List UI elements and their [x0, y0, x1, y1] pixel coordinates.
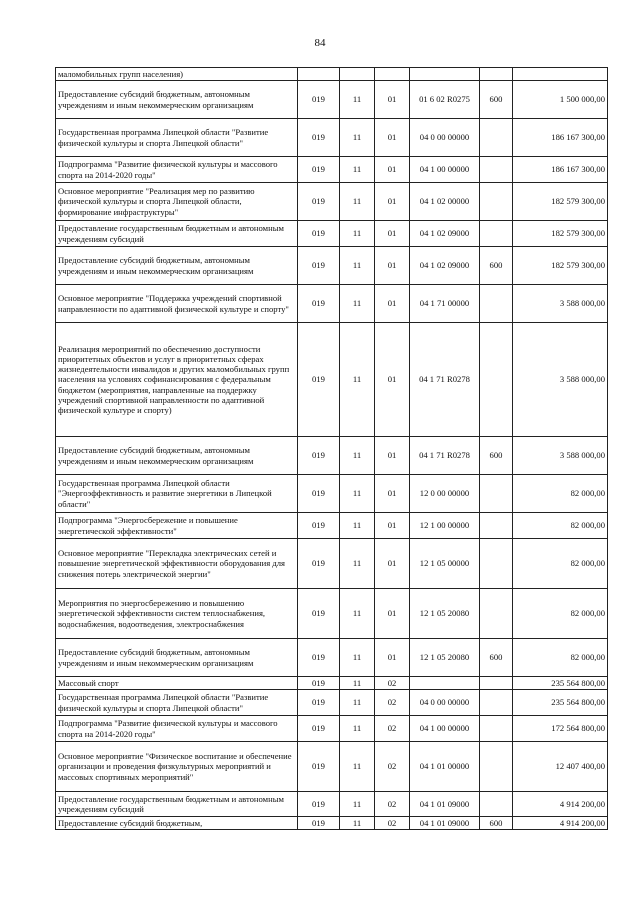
expense-type-cell [480, 68, 513, 81]
table-row [56, 639, 608, 677]
page-number: 84 [314, 37, 326, 49]
expense-type-cell [480, 792, 513, 817]
expense-type-cell: 600 [480, 639, 513, 677]
subsection-code-cell: 02 [375, 677, 410, 690]
grbs-code-cell: 019 [298, 539, 340, 589]
target-article-cell: 12 1 00 00000 [410, 513, 480, 539]
amount-cell: 82 000,00 [513, 539, 608, 589]
expense-type-cell [480, 221, 513, 247]
target-article-cell [410, 677, 480, 690]
target-article-cell: 04 1 02 09000 [410, 221, 480, 247]
target-article-cell: 04 1 00 00000 [410, 157, 480, 183]
amount-cell: 4 914 200,00 [513, 817, 608, 830]
section-code-cell: 11 [340, 437, 375, 475]
expense-type-cell [480, 539, 513, 589]
target-article-cell: 04 1 71 R0278 [410, 437, 480, 475]
target-article-cell: 01 6 02 R0275 [410, 81, 480, 119]
row-name-cell: Предоставление государственным бюджетным и автономным учреждениям субсидий [56, 792, 298, 817]
subsection-code-cell: 01 [375, 437, 410, 475]
section-code-cell: 11 [340, 221, 375, 247]
table-row [56, 68, 608, 81]
section-code-cell: 11 [340, 690, 375, 716]
target-article-cell: 04 1 71 00000 [410, 285, 480, 323]
subsection-code-cell: 02 [375, 716, 410, 742]
row-name-cell: Предоставление субсидий бюджетным, автономным учреждениям и иным некоммерческим организациям [56, 639, 298, 677]
row-name-cell: Предоставление субсидий бюджетным, автономным учреждениям и иным некоммерческим организациям [56, 247, 298, 285]
table-row [56, 589, 608, 639]
section-code-cell: 11 [340, 792, 375, 817]
table-row [56, 437, 608, 475]
target-article-cell: 12 1 05 00000 [410, 539, 480, 589]
target-article-cell: 04 1 01 09000 [410, 792, 480, 817]
target-article-cell: 04 1 00 00000 [410, 716, 480, 742]
table-row [56, 221, 608, 247]
row-name-cell: Предоставление субсидий бюджетным, автономным учреждениям и иным некоммерческим организациям [56, 81, 298, 119]
amount-cell [513, 68, 608, 81]
grbs-code-cell: 019 [298, 221, 340, 247]
subsection-code-cell: 01 [375, 285, 410, 323]
section-code-cell: 11 [340, 157, 375, 183]
section-code-cell: 11 [340, 716, 375, 742]
table-row [56, 742, 608, 792]
amount-cell: 3 588 000,00 [513, 323, 608, 437]
table-row [56, 183, 608, 221]
section-code-cell: 11 [340, 285, 375, 323]
grbs-code-cell: 019 [298, 157, 340, 183]
target-article-cell: 04 1 71 R0278 [410, 323, 480, 437]
row-name-cell: Массовый спорт [56, 677, 298, 690]
target-article-cell: 12 1 05 20080 [410, 639, 480, 677]
expense-type-cell [480, 285, 513, 323]
row-name-cell: Основное мероприятие "Перекладка электрических сетей и повышение энергетической эффективности оборудования для снижения потерь электрической энергии" [56, 539, 298, 589]
table-row [56, 677, 608, 690]
amount-cell: 186 167 300,00 [513, 157, 608, 183]
subsection-code-cell: 02 [375, 792, 410, 817]
subsection-code-cell: 02 [375, 742, 410, 792]
amount-cell: 186 167 300,00 [513, 119, 608, 157]
target-article-cell: 04 1 01 00000 [410, 742, 480, 792]
subsection-code-cell: 01 [375, 247, 410, 285]
amount-cell: 182 579 300,00 [513, 221, 608, 247]
subsection-code-cell: 01 [375, 475, 410, 513]
target-article-cell: 04 0 00 00000 [410, 119, 480, 157]
section-code-cell: 11 [340, 247, 375, 285]
grbs-code-cell: 019 [298, 742, 340, 792]
expense-type-cell [480, 677, 513, 690]
subsection-code-cell: 02 [375, 690, 410, 716]
amount-cell: 3 588 000,00 [513, 285, 608, 323]
table-row [56, 247, 608, 285]
grbs-code-cell [298, 68, 340, 81]
amount-cell: 12 407 400,00 [513, 742, 608, 792]
table-row [56, 157, 608, 183]
table-row [56, 513, 608, 539]
subsection-code-cell: 01 [375, 183, 410, 221]
grbs-code-cell: 019 [298, 81, 340, 119]
target-article-cell: 04 1 02 00000 [410, 183, 480, 221]
subsection-code-cell: 01 [375, 119, 410, 157]
row-name-cell: Государственная программа Липецкой области "Развитие физической культуры и спорта Липецкой области" [56, 690, 298, 716]
section-code-cell: 11 [340, 513, 375, 539]
expense-type-cell [480, 690, 513, 716]
amount-cell: 182 579 300,00 [513, 247, 608, 285]
section-code-cell: 11 [340, 817, 375, 830]
expense-type-cell [480, 323, 513, 437]
row-name-cell: Предоставление государственным бюджетным и автономным учреждениям субсидий [56, 221, 298, 247]
amount-cell: 182 579 300,00 [513, 183, 608, 221]
section-code-cell: 11 [340, 539, 375, 589]
subsection-code-cell: 01 [375, 513, 410, 539]
section-code-cell: 11 [340, 183, 375, 221]
grbs-code-cell: 019 [298, 285, 340, 323]
amount-cell: 1 500 000,00 [513, 81, 608, 119]
section-code-cell: 11 [340, 475, 375, 513]
subsection-code-cell: 01 [375, 589, 410, 639]
section-code-cell: 11 [340, 81, 375, 119]
amount-cell: 172 564 800,00 [513, 716, 608, 742]
table-row [56, 285, 608, 323]
expense-type-cell [480, 119, 513, 157]
table-row [56, 817, 608, 830]
grbs-code-cell: 019 [298, 639, 340, 677]
section-code-cell [340, 68, 375, 81]
target-article-cell: 12 0 00 00000 [410, 475, 480, 513]
amount-cell: 235 564 800,00 [513, 677, 608, 690]
table-row [56, 716, 608, 742]
section-code-cell: 11 [340, 677, 375, 690]
subsection-code-cell: 01 [375, 81, 410, 119]
amount-cell: 82 000,00 [513, 639, 608, 677]
expense-type-cell: 600 [480, 817, 513, 830]
row-name-cell: Предоставление субсидий бюджетным, [56, 817, 298, 830]
section-code-cell: 11 [340, 589, 375, 639]
row-name-cell: Реализация мероприятий по обеспечению доступности приоритетных объектов и услуг в приоритетных сферах жизнедеятельности инвалидов и других маломобильных групп населения на условиях софинансирования с федеральным бюджетом (мероприятия, направленные на поддержку учреждений спортивной направленности по адаптивной физической культуре и спорту) [56, 323, 298, 437]
target-article-cell [410, 68, 480, 81]
expense-type-cell [480, 742, 513, 792]
grbs-code-cell: 019 [298, 475, 340, 513]
expense-type-cell [480, 513, 513, 539]
amount-cell: 82 000,00 [513, 513, 608, 539]
section-code-cell: 11 [340, 742, 375, 792]
grbs-code-cell: 019 [298, 437, 340, 475]
section-code-cell: 11 [340, 323, 375, 437]
subsection-code-cell [375, 68, 410, 81]
table-row [56, 539, 608, 589]
row-name-cell: Государственная программа Липецкой области "Развитие физической культуры и спорта Липецкой области" [56, 119, 298, 157]
target-article-cell: 12 1 05 20080 [410, 589, 480, 639]
grbs-code-cell: 019 [298, 677, 340, 690]
row-name-cell: Основное мероприятие "Поддержка учреждений спортивной направленности по адаптивной физической культуре и спорту" [56, 285, 298, 323]
section-code-cell: 11 [340, 119, 375, 157]
table-row [56, 81, 608, 119]
expense-type-cell: 600 [480, 81, 513, 119]
expense-type-cell [480, 157, 513, 183]
target-article-cell: 04 1 01 09000 [410, 817, 480, 830]
amount-cell: 82 000,00 [513, 589, 608, 639]
amount-cell: 4 914 200,00 [513, 792, 608, 817]
expense-type-cell: 600 [480, 247, 513, 285]
grbs-code-cell: 019 [298, 716, 340, 742]
expense-type-cell [480, 475, 513, 513]
row-name-cell: Подпрограмма "Энергосбережение и повышение энергетической эффективности" [56, 513, 298, 539]
row-name-cell: Основное мероприятие "Реализация мер по развитию физической культуры и спорта Липецкой области, формирование инфраструктуры" [56, 183, 298, 221]
row-name-cell: Подпрограмма "Развитие физической культуры и массового спорта на 2014-2020 годы" [56, 716, 298, 742]
amount-cell: 82 000,00 [513, 475, 608, 513]
grbs-code-cell: 019 [298, 119, 340, 157]
grbs-code-cell: 019 [298, 817, 340, 830]
expense-type-cell [480, 716, 513, 742]
table-row [56, 119, 608, 157]
table-row [56, 475, 608, 513]
grbs-code-cell: 019 [298, 183, 340, 221]
grbs-code-cell: 019 [298, 247, 340, 285]
table-row [56, 792, 608, 817]
subsection-code-cell: 01 [375, 221, 410, 247]
amount-cell: 235 564 800,00 [513, 690, 608, 716]
subsection-code-cell: 01 [375, 323, 410, 437]
target-article-cell: 04 1 02 09000 [410, 247, 480, 285]
row-name-cell: Предоставление субсидий бюджетным, автономным учреждениям и иным некоммерческим организациям [56, 437, 298, 475]
target-article-cell: 04 0 00 00000 [410, 690, 480, 716]
subsection-code-cell: 01 [375, 539, 410, 589]
subsection-code-cell: 01 [375, 157, 410, 183]
subsection-code-cell: 01 [375, 639, 410, 677]
row-name-cell: Государственная программа Липецкой области "Энергоэффективность и развитие энергетики в Липецкой области" [56, 475, 298, 513]
grbs-code-cell: 019 [298, 323, 340, 437]
row-name-cell: Подпрограмма "Развитие физической культуры и массового спорта на 2014-2020 годы" [56, 157, 298, 183]
grbs-code-cell: 019 [298, 589, 340, 639]
grbs-code-cell: 019 [298, 690, 340, 716]
section-code-cell: 11 [340, 639, 375, 677]
table-row [56, 690, 608, 716]
amount-cell: 3 588 000,00 [513, 437, 608, 475]
table-row [56, 323, 608, 437]
row-name-cell: Основное мероприятие "Физическое воспитание и обеспечение организации и проведения физкультурных мероприятий и массовых спортивных мероприятий" [56, 742, 298, 792]
expense-type-cell [480, 589, 513, 639]
subsection-code-cell: 02 [375, 817, 410, 830]
row-name-cell: маломобильных групп населения) [56, 68, 298, 81]
expense-type-cell [480, 183, 513, 221]
row-name-cell: Мероприятия по энергосбережению и повышению энергетической эффективности систем теплоснабжения, водоснабжения, водоотведения, электроснабжения [56, 589, 298, 639]
budget-table [55, 67, 608, 830]
expense-type-cell: 600 [480, 437, 513, 475]
grbs-code-cell: 019 [298, 792, 340, 817]
grbs-code-cell: 019 [298, 513, 340, 539]
